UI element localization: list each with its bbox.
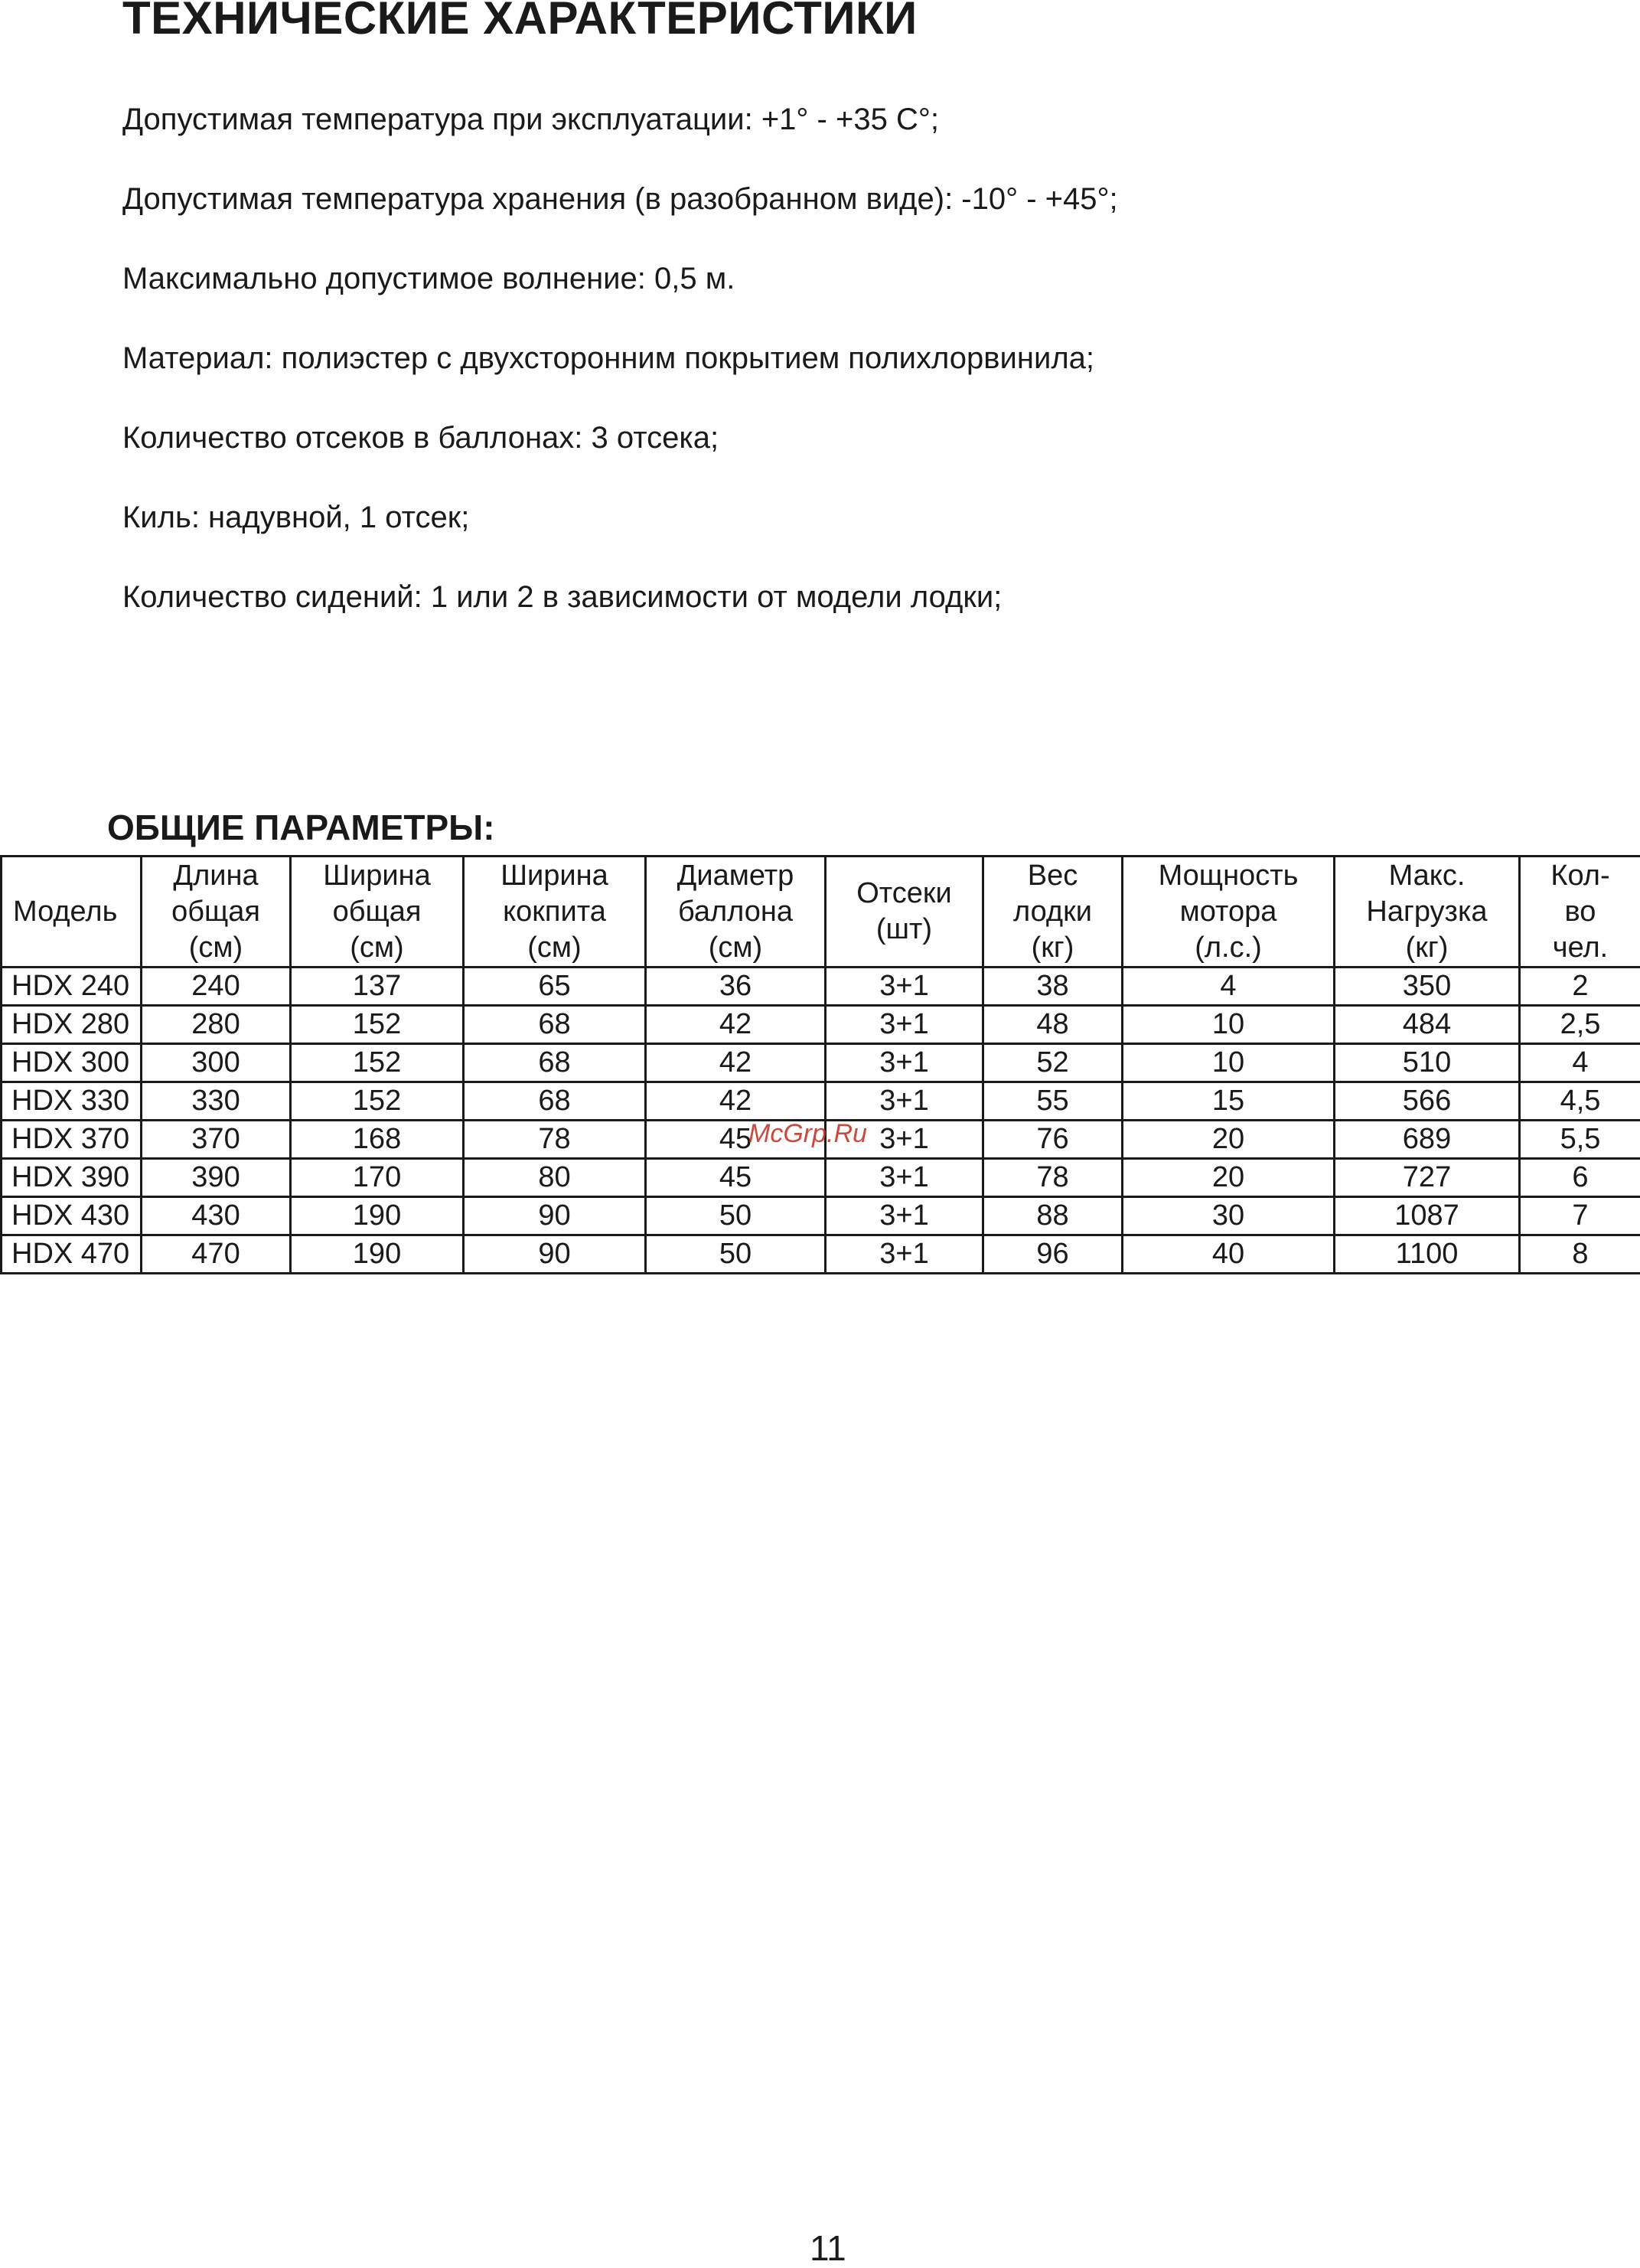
table-cell: 38 [983, 968, 1123, 1006]
table-cell: 3+1 [826, 1006, 983, 1044]
table-cell: 137 [291, 968, 464, 1006]
table-cell: 152 [291, 1044, 464, 1082]
table-cell: 36 [646, 968, 826, 1006]
table-cell: 689 [1335, 1121, 1520, 1159]
table-cell: 45 [646, 1121, 826, 1159]
table-cell: 3+1 [826, 968, 983, 1006]
column-header: Ширина кокпита (см) [464, 857, 646, 968]
table-cell: 4 [1520, 1044, 1640, 1082]
table-cell: 40 [1123, 1235, 1335, 1274]
table-cell: 3+1 [826, 1044, 983, 1082]
table-cell: 68 [464, 1044, 646, 1082]
table-cell: 42 [646, 1006, 826, 1044]
table-cell: 6 [1520, 1159, 1640, 1197]
table-cell: 152 [291, 1006, 464, 1044]
table-cell: 350 [1335, 968, 1520, 1006]
table-cell: 566 [1335, 1082, 1520, 1121]
column-header: Отсеки (шт) [826, 857, 983, 968]
table-cell: 4 [1123, 968, 1335, 1006]
table-cell: 78 [464, 1121, 646, 1159]
column-header: Ширина общая (см) [291, 857, 464, 968]
table-row [2, 1235, 1640, 1274]
page-title: ТЕХНИЧЕСКИЕ ХАРАКТЕРИСТИКИ [122, 0, 918, 44]
table-cell: 510 [1335, 1044, 1520, 1082]
table-cell: 50 [646, 1197, 826, 1235]
table-cell: 240 [142, 968, 291, 1006]
spec-max-wave: Максимально допустимое волнение: 0,5 м. [122, 262, 735, 295]
table-cell: 152 [291, 1082, 464, 1121]
table-cell: 68 [464, 1082, 646, 1121]
table-cell: 190 [291, 1197, 464, 1235]
table-cell: 330 [142, 1082, 291, 1121]
watermark: McGrp.Ru [748, 1119, 867, 1148]
table-cell: 68 [464, 1006, 646, 1044]
table-cell: 10 [1123, 1044, 1335, 1082]
table-row [2, 1044, 1640, 1082]
model-cell: HDX 470 [2, 1235, 142, 1274]
column-header: Мощность мотора (л.с.) [1123, 857, 1335, 968]
table-cell: 280 [142, 1006, 291, 1044]
model-cell: HDX 280 [2, 1006, 142, 1044]
column-header: Кол- во чел. [1520, 857, 1640, 968]
table-cell: 1100 [1335, 1235, 1520, 1274]
spec-list [122, 96, 1118, 654]
spec-material: Материал: полиэстер с двухсторонним покрытием полихлорвинила; [122, 341, 1095, 375]
table-cell: 55 [983, 1082, 1123, 1121]
table-cell: 5,5 [1520, 1121, 1640, 1159]
table-cell: 190 [291, 1235, 464, 1274]
column-header: Длина общая (см) [142, 857, 291, 968]
table-cell: 3+1 [826, 1121, 983, 1159]
model-cell: HDX 370 [2, 1121, 142, 1159]
spec-storage-temperature: Допустимая температура хранения (в разобранном виде): -10° - +45°; [122, 182, 1118, 216]
table-cell: 45 [646, 1159, 826, 1197]
table-cell: 300 [142, 1044, 291, 1082]
table-cell: 3+1 [826, 1159, 983, 1197]
table-cell: 3+1 [826, 1082, 983, 1121]
table-cell: 15 [1123, 1082, 1335, 1121]
table-cell: 470 [142, 1235, 291, 1274]
table-cell: 88 [983, 1197, 1123, 1235]
table-cell: 52 [983, 1044, 1123, 1082]
table-header-row [2, 857, 1640, 968]
table-cell: 2 [1520, 968, 1640, 1006]
table-row [2, 1082, 1640, 1121]
column-header: Диаметр баллона (см) [646, 857, 826, 968]
spec-keel: Киль: надувной, 1 отсек; [122, 501, 470, 534]
spec-compartments: Количество отсеков в баллонах: 3 отсека; [122, 421, 719, 455]
table-cell: 90 [464, 1235, 646, 1274]
table-cell: 3+1 [826, 1235, 983, 1274]
table-cell: 20 [1123, 1159, 1335, 1197]
table-cell: 80 [464, 1159, 646, 1197]
table-cell: 170 [291, 1159, 464, 1197]
table-row [2, 1006, 1640, 1044]
model-cell: HDX 240 [2, 968, 142, 1006]
table-cell: 20 [1123, 1121, 1335, 1159]
column-header: Модель [2, 857, 142, 968]
table-row [2, 1197, 1640, 1235]
spec-operating-temperature: Допустимая температура при эксплуатации: +1° - +35 С°; [122, 103, 939, 136]
table-cell: 76 [983, 1121, 1123, 1159]
table-cell: 390 [142, 1159, 291, 1197]
table-cell: 65 [464, 968, 646, 1006]
table-cell: 1087 [1335, 1197, 1520, 1235]
table-cell: 7 [1520, 1197, 1640, 1235]
page-number: 11 [810, 2228, 846, 2268]
table-cell: 430 [142, 1197, 291, 1235]
table-cell: 370 [142, 1121, 291, 1159]
table-cell: 48 [983, 1006, 1123, 1044]
spec-seats: Количество сидений: 1 или 2 в зависимости от модели лодки; [122, 580, 1003, 614]
section-title-general-params: ОБЩИЕ ПАРАМЕТРЫ: [107, 808, 495, 847]
column-header: Макс. Нагрузка (кг) [1335, 857, 1520, 968]
table-cell: 42 [646, 1044, 826, 1082]
table-cell: 8 [1520, 1235, 1640, 1274]
table-cell: 30 [1123, 1197, 1335, 1235]
column-header: Вес лодки (кг) [983, 857, 1123, 968]
table-cell: 10 [1123, 1006, 1335, 1044]
table-cell: 90 [464, 1197, 646, 1235]
table-cell: 42 [646, 1082, 826, 1121]
table-cell: 4,5 [1520, 1082, 1640, 1121]
table-cell: 168 [291, 1121, 464, 1159]
table-row [2, 1159, 1640, 1197]
model-cell: HDX 390 [2, 1159, 142, 1197]
table-cell: 50 [646, 1235, 826, 1274]
table-cell: 96 [983, 1235, 1123, 1274]
table-cell: 484 [1335, 1006, 1520, 1044]
params-table [0, 855, 1640, 1274]
table-cell: 78 [983, 1159, 1123, 1197]
table-cell: 3+1 [826, 1197, 983, 1235]
model-cell: HDX 430 [2, 1197, 142, 1235]
table-cell: 727 [1335, 1159, 1520, 1197]
table-row [2, 968, 1640, 1006]
model-cell: HDX 300 [2, 1044, 142, 1082]
model-cell: HDX 330 [2, 1082, 142, 1121]
table-cell: 2,5 [1520, 1006, 1640, 1044]
